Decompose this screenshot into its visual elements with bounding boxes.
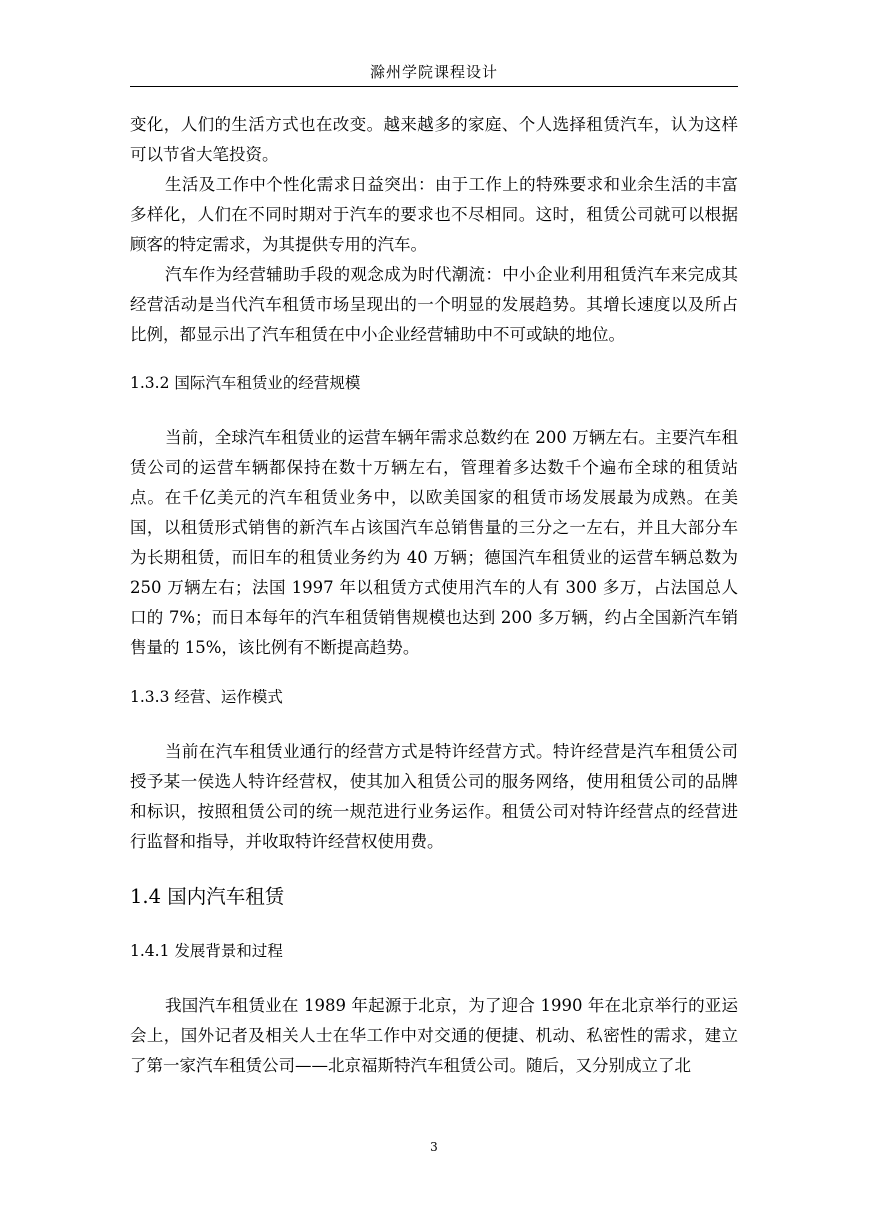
paragraph-continuation: 变化，人们的生活方式也在改变。越来越多的家庭、个人选择租赁汽车，认为这样可以节省大笔投资。 xyxy=(130,115,738,164)
document-body xyxy=(130,110,738,1081)
heading-1-4: 1.4 国内汽车租赁 xyxy=(130,885,285,908)
paragraph-personalized-demand: 生活及工作中个性化需求日益突出：由于工作上的特殊要求和业余生活的丰富多样化，人们在不同时期对于汽车的要求也不尽相同。这时，租赁公司就可以根据顾客的特定需求，为其提供专用的汽车。 xyxy=(130,175,738,254)
page-number: 3 xyxy=(430,1140,438,1154)
page-header: 滁州学院课程设计 xyxy=(369,63,498,81)
header-rule xyxy=(130,86,738,87)
paragraph-domestic-history: 我国汽车租赁业在 1989 年起源于北京，为了迎合 1990 年在北京举行的亚运会上，国外记者及相关人士在华工作中对交通的便捷、机动、私密性的需求，建立了第一家汽车租赁公司——北京福斯特汽车租赁公司。随后，又分别成立了北 xyxy=(130,996,738,1075)
heading-1-4-1: 1.4.1 发展背景和过程 xyxy=(130,942,283,960)
heading-1-3-3: 1.3.3 经营、运作模式 xyxy=(130,688,283,706)
paragraph-international-scale: 当前，全球汽车租赁业的运营车辆年需求总数约在 200 万辆左右。主要汽车租赁公司的运营车辆都保持在数十万辆左右，管理着多达数千个遍布全球的租赁站点。在千亿美元的汽车租赁业务中，以欧美国家的租赁市场发展最为成熟。在美国，以租赁形式销售的新汽车占该国汽车总销售量的三分之一左右，并且大部分车为长期租赁，而旧车的租赁业务约为 40 万辆；德国汽车租赁业的运营车辆总数为 250 万辆左右；法国 1997 年以租赁方式使用汽车的人有 300 多万，占法国总人口的 7%；而日本每年的汽车租赁销售规模也达到 200 多万辆，约占全国新汽车销售量的 15%，该比例有不断提高趋势。 xyxy=(130,428,738,657)
paragraph-operation-mode: 当前在汽车租赁业通行的经营方式是特许经营方式。特许经营是汽车租赁公司授予某一侯选人特许经营权，使其加入租赁公司的服务网络，使用租赁公司的品牌和标识，按照租赁公司的统一规范进行业务运作。租赁公司对特许经营点的经营进行监督和指导，并收取特许经营权使用费。 xyxy=(130,742,738,851)
heading-1-3-2: 1.3.2 国际汽车租赁业的经营规模 xyxy=(130,374,361,392)
paragraph-business-concept: 汽车作为经营辅助手段的观念成为时代潮流：中小企业利用租赁汽车来完成其经营活动是当代汽车租赁市场呈现出的一个明显的发展趋势。其增长速度以及所占比例，都显示出了汽车租赁在中小企业经营辅助中不可或缺的地位。 xyxy=(130,265,738,344)
